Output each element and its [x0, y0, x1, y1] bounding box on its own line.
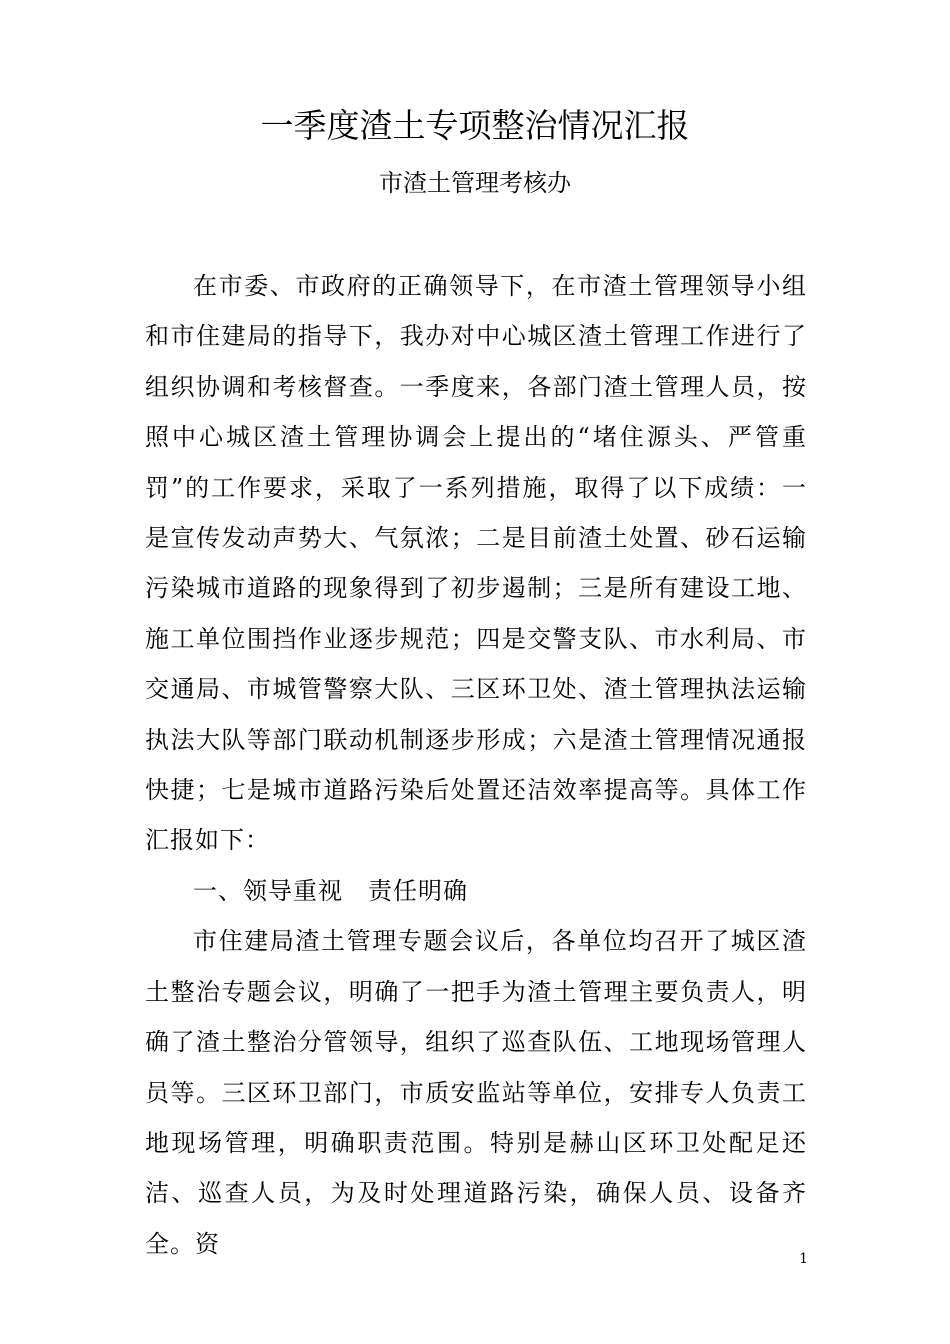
section-heading: 一、领导重视 责任明确: [193, 876, 468, 905]
document-subtitle: 市渣土管理考核办: [379, 169, 571, 197]
section-paragraph: 市住建局渣土管理专题会议后，各单位均召开了城区渣土整治专题会议，明确了一把手为渣土管理主要负责人，明确了渣土整治分管领导，组织了巡查队伍、工地现场管理人员等。三区环卫部门，市质安监站等单位，安排专人负责工地现场管理，明确职责范围。特别是赫山区环卫处配足还洁、巡查人员，为及时处理道路污染，确保人员、设备齐全。资: [145, 927, 807, 1258]
page-number: 1: [799, 1251, 808, 1267]
intro-paragraph: 在市委、市政府的正确领导下，在市渣土管理领导小组和市住建局的指导下，我办对中心城区渣土管理工作进行了组织协调和考核督查。一季度来，各部门渣土管理人员，按照中心城区渣土管理协调会上提出的“堵住源头、严管重罚”的工作要求，采取了一系列措施，取得了以下成绩：一是宣传发动声势大、气氛浓；二是目前渣土处置、砂石运输污染城市道路的现象得到了初步遏制；三是所有建设工地、施工单位围挡作业逐步规范；四是交警支队、市水利局、市交通局、市城管警察大队、三区环卫处、渣土管理执法运输执法大队等部门联动机制逐步形成；六是渣土管理情况通报快捷；七是城市道路污染后处置还洁效率提高等。具体工作汇报如下：: [145, 272, 807, 855]
document-body: [145, 261, 807, 1269]
document-title: 一季度渣土专项整治情况汇报: [260, 106, 690, 145]
